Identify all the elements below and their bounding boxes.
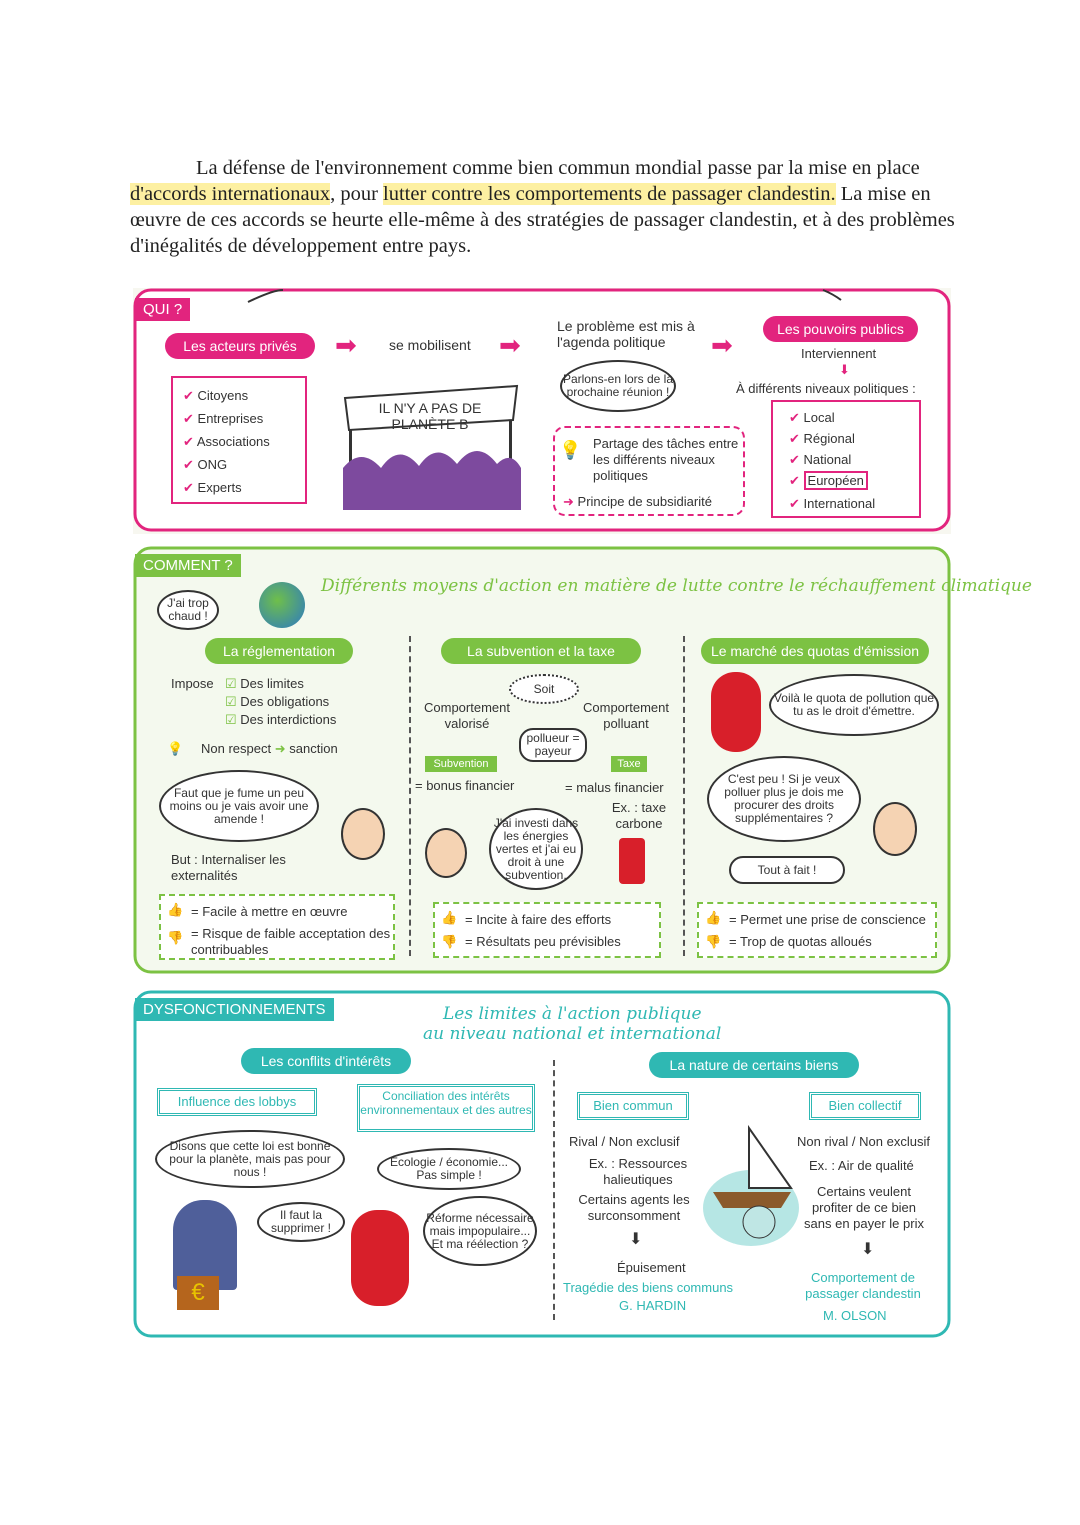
panel-qui: [133, 288, 951, 534]
list-item: ✔ Européen: [789, 473, 868, 489]
arrow-right-icon: ➡: [499, 330, 521, 360]
speech-bubble: Écologie / économie... Pas simple !: [377, 1148, 521, 1190]
quotas-pros-cons: [697, 902, 937, 958]
partage-label: Partage des tâches entre les différents niveaux politiques: [593, 436, 739, 483]
list-item: ☑ Des interdictions: [225, 712, 337, 727]
arrow-down-icon: ⬇: [861, 1241, 875, 1258]
niveaux-list: [771, 400, 921, 518]
lobbys-box: Influence des lobbys: [157, 1088, 317, 1116]
speech-bubble: pollueur = payeur: [519, 728, 587, 762]
subvention-tag: Subvention: [425, 756, 497, 772]
non-respect-label: Non respect ➜ sanction: [201, 741, 338, 756]
con-label: = Trop de quotas alloués: [729, 934, 872, 949]
lightbulb-icon: 💡: [559, 440, 582, 460]
arrow-down-icon: ⬇: [839, 362, 850, 377]
thumbs-up-icon: 👍: [167, 902, 184, 917]
hardin-label: G. HARDIN: [619, 1298, 687, 1313]
fuel-pump-icon: [619, 838, 645, 884]
con-label: = Résultats peu prévisibles: [465, 934, 621, 949]
nature-pill: La nature de certains biens: [649, 1052, 859, 1078]
malus-label: = malus financier: [565, 780, 664, 795]
divider: [409, 636, 411, 956]
speech-bubble: Faut que je fume un peu moins ou je vais avoir une amende !: [159, 770, 319, 842]
list-item: ✔ Experts: [183, 480, 242, 495]
commun-l1: Rival / Non exclusif: [569, 1134, 680, 1149]
speech-bubble: J'ai trop chaud !: [157, 590, 219, 630]
con-label: = Risque de faible acceptation des contribuables: [191, 926, 391, 957]
thumbs-down-icon: 👎: [441, 934, 458, 949]
person-illustration: [425, 828, 467, 878]
list-item: ☑ Des limites: [225, 676, 304, 691]
speech-bubble: Tout à fait !: [729, 856, 845, 884]
thumbs-up-icon: 👍: [705, 910, 722, 925]
reg-pros-cons: [159, 894, 395, 960]
sub-pros-cons: [433, 902, 661, 958]
passager-label: Comportement de passager clandestin: [805, 1270, 921, 1301]
speech-bubble: C'est peu ! Si je veux polluer plus je dois me procurer des droits supplémentaires ?: [707, 756, 861, 842]
person-illustration: [873, 802, 917, 856]
acteurs-list: [171, 376, 307, 504]
collectif-l3: Certains veulent profiter de ce bien sans en payer le prix: [804, 1184, 924, 1231]
bonus-label: = bonus financier: [415, 778, 515, 793]
speech-bubble: Voilà le quota de pollution que tu as le droit d'émettre.: [769, 674, 939, 736]
divider: [683, 636, 685, 956]
thumbs-down-icon: 👎: [705, 934, 722, 949]
commun-l3: Certains agents les surconsomment: [578, 1192, 690, 1223]
interviennent-label: Interviennent: [801, 346, 877, 361]
list-item: ✔ National: [789, 452, 852, 467]
speech-bubble: J'ai investi dans les énergies vertes et j'ai eu droit à une subvention.: [489, 808, 583, 890]
intro-text: La défense de l'environnement comme bien commun mondial passe par la mise en place d'accords internationaux, pour lutter contre les comportements de passager clandestin. La mise en œuvre de ces accords se heurte elle-même à des stratégies de passager clandestin, et à des problèmes d'inégalités de développement entre pays.: [130, 157, 955, 257]
thumbs-up-icon: 👍: [441, 910, 458, 925]
soit-bubble: Soit: [509, 674, 579, 704]
fishing-boat-illustration: [701, 1118, 801, 1248]
list-item: ✔ Entreprises: [183, 411, 264, 426]
earth-icon: [259, 582, 305, 628]
commun-l2: Ex. : Ressources halieutiques: [588, 1156, 688, 1187]
arrow-right-icon: ➡: [335, 330, 357, 360]
panel-comment: [133, 546, 1032, 974]
comp-valorise-label: Comportement valorisé: [424, 700, 510, 731]
banner-text: IL N'Y A PAS DE PLANÈTE B: [378, 400, 482, 432]
quotas-pill: Le marché des quotas d'émission: [701, 638, 929, 664]
marianne-illustration: [711, 672, 761, 752]
collectif-l1: Non rival / Non exclusif: [797, 1134, 930, 1149]
agenda-label: Le problème est mis à l'agenda politique: [557, 318, 695, 350]
subvention-taxe-pill: La subvention et la taxe: [441, 638, 641, 664]
olson-label: M. OLSON: [823, 1308, 887, 1323]
speech-bubble: Réforme nécessaire mais impopulaire... Et ma réélection ?: [423, 1196, 537, 1266]
list-item: ☑ Des obligations: [225, 694, 330, 709]
person-illustration: [341, 808, 385, 860]
list-item: ✔ Régional: [789, 431, 855, 446]
dys-title-1: Les limites à l'action publique: [443, 1004, 702, 1024]
arrow-right-icon: ➡: [711, 330, 733, 360]
highlight-accords: d'accords internationaux: [130, 183, 331, 205]
panel-dys: [133, 990, 951, 1338]
speech-bubble: Disons que cette loi est bonne pour la planète, mais pas pour nous !: [155, 1130, 345, 1188]
marianne-illustration: [351, 1210, 409, 1306]
arrow-down-icon: ⬇: [629, 1231, 643, 1248]
comp-polluant-label: Comportement polluant: [583, 700, 669, 731]
mobilisent-label: se mobilisent: [389, 337, 471, 353]
list-item: ✔ Citoyens: [183, 388, 249, 403]
speech-bubble: Parlons-en lors de la prochaine réunion !: [560, 360, 676, 412]
qui-tag: QUI ?: [135, 298, 190, 321]
thumbs-down-icon: 👎: [167, 930, 184, 945]
lightbulb-icon: 💡: [167, 741, 184, 756]
impose-label: Impose: [171, 676, 214, 691]
list-item: ✔ Local: [789, 410, 835, 425]
taxe-tag: Taxe: [611, 756, 647, 772]
bien-collectif-box: Bien collectif: [809, 1092, 921, 1120]
ex-taxe-label: Ex. : taxe carbone: [611, 800, 667, 831]
comment-title: Différents moyens d'action en matière de lutte contre le réchauffement climatique: [321, 576, 1032, 596]
list-item: ✔ ONG: [183, 457, 228, 472]
bien-commun-box: Bien commun: [577, 1092, 689, 1120]
reglementation-pill: La réglementation: [205, 638, 353, 664]
dys-title-2: au niveau national et international: [423, 1024, 722, 1044]
collectif-l2: Ex. : Air de qualité: [809, 1158, 914, 1173]
epuisement-label: Épuisement: [617, 1260, 686, 1275]
list-item: ✔ International: [789, 496, 876, 511]
list-item: ✔ Associations: [183, 434, 270, 449]
dys-tag: DYSFONCTIONNEMENTS: [135, 998, 334, 1021]
subsidiarite-label: ➜ Principe de subsidiarité: [563, 494, 712, 509]
highlight-passager: lutter contre les comportements de passager clandestin.: [383, 183, 836, 205]
niveaux-label: À différents niveaux politiques :: [736, 381, 916, 396]
partage-box: [553, 426, 745, 516]
but-label: But : Internaliser les externalités: [171, 852, 286, 883]
pouvoirs-publics-pill: Les pouvoirs publics: [763, 316, 918, 342]
tragedie-label: Tragédie des biens communs: [563, 1280, 734, 1295]
pro-label: = Incite à faire des efforts: [465, 912, 612, 927]
conciliation-box: Conciliation des intérêts environnementaux et des autres: [357, 1084, 535, 1132]
pro-label: = Permet une prise de conscience: [729, 912, 926, 927]
briefcase-icon: €: [177, 1276, 219, 1310]
conflits-pill: Les conflits d'intérêts: [241, 1048, 411, 1074]
pro-label: = Facile à mettre en œuvre: [191, 904, 348, 919]
speech-bubble: Il faut la supprimer !: [257, 1202, 345, 1242]
divider: [553, 1060, 555, 1320]
comment-tag: COMMENT ?: [135, 554, 241, 577]
acteurs-prives-pill: Les acteurs privés: [165, 333, 315, 359]
